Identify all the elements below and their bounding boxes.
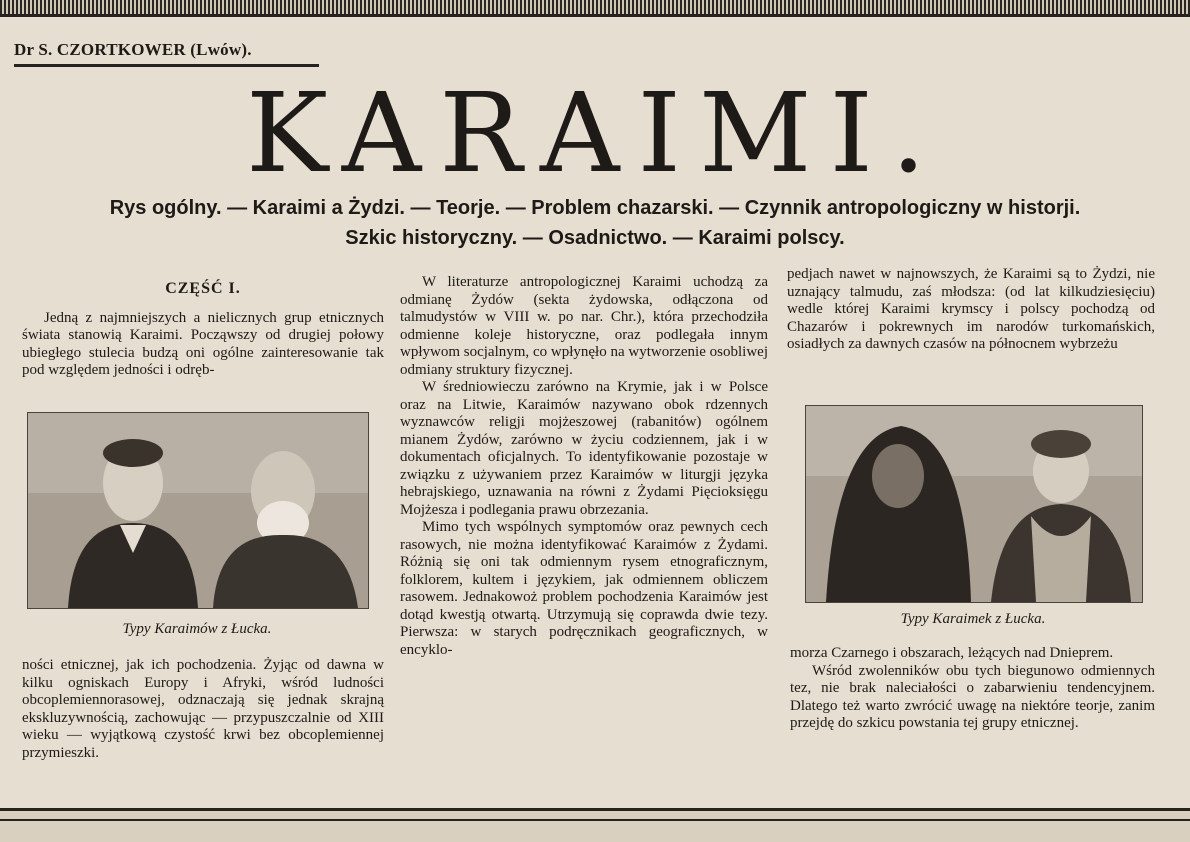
- subtitle-line-1: Rys ogólny. — Karaimi a Żydzi. — Teorje. — Problem chazarski. — Czynnik antropologiczny w historji.: [109, 197, 1081, 219]
- photo-karaim-women: [805, 405, 1143, 603]
- photo-karaim-men-illustration: [28, 413, 368, 608]
- photo-karaim-women-illustration: [806, 406, 1142, 602]
- subtitle-line-2: Szkic historyczny. — Osadnictwo. — Karaimi polscy.: [345, 227, 845, 249]
- author-byline: Dr S. CZORTKOWER (Lwów).: [14, 40, 319, 67]
- column-3-top: [787, 266, 1155, 354]
- column-1-top: [22, 280, 384, 380]
- photo-caption-women: Typy Karaimek z Łucka.: [900, 611, 1046, 627]
- part-heading: CZĘŚĆ I.: [165, 280, 241, 297]
- column-3-paragraph-2: morza Czarnego i obszarach, leżących nad Dnieprem.: [790, 645, 1114, 661]
- column-2-paragraph-1: W literaturze antropologicznej Karaimi uchodzą za odmianę Żydów (sekta żydowska, odłączona od talmudystów w VIII w. po nar. Chr.), która przechodziła odmienne koleje historyczne, oraz podlegała innym wpływom socjalnym, co wpłynęło na wytworzenie osobliwej odmiany struktury fizycznej.: [400, 274, 768, 378]
- photo-caption-men: Typy Karaimów z Łucka.: [122, 621, 272, 637]
- bottom-border-rule: [0, 808, 1190, 842]
- column-1-bottom: [22, 657, 384, 762]
- article-title: KARAIMI.: [246, 69, 944, 197]
- column-1-paragraph-2: ności etnicznej, jak ich pochodzenia. Żyjąc od dawna w kilku ogniskach Europy i Afryki, wśród ludności obcoplemiennorasowej, odznaczają się jednak skrajną ekskluzywnością, zachowując — przypuszczalnie od XIII wieku — wyjątkową czystość krwi bez obcoplemiennej przymieszki.: [22, 657, 384, 761]
- column-1-paragraph-1: Jedną z najmniejszych a nielicznych grup etnicznych świata stanowią Karaimi. Począwszy od drugiej połowy ubiegłego stulecia budzą oni ogólne zainteresowanie tak pod względem jedności i odręb-: [22, 309, 384, 378]
- column-2-paragraph-3: Mimo tych wspólnych symptomów oraz pewnych cech rasowych, nie można identyfikować Karaimów z Żydami. Różnią się oni tak odmiennym rysem etnograficznym, folklorem, kultem i językiem, jak odmiennem obliczem rasowem. Jednakowoż problem pochodzenia Karaimów jest dotąd kwestją otwartą. Utrzymują się coprawda dwie tezy. Pierwsza: w starych podręcznikach geograficznych, w encyklo-: [400, 519, 768, 658]
- column-3-paragraph-1: pedjach nawet w najnowszych, że Karaimi są to Żydzi, nie uznający talmudu, zaś młodsza: (od lat kilkudziesięciu) wedle której Karaimi krymscy i polscy pochodzą od Chazarów i pokrewnych im narodów turkomańskich, osiadłych za dawnych czasów na północnem wybrzeżu: [787, 266, 1155, 352]
- top-border-rule: [0, 0, 1190, 17]
- column-2: [400, 274, 768, 659]
- column-3-paragraph-3: Wśród zwolenników obu tych biegunowo odmiennych tez, nie brak naleciałości o zabarwieniu tendencyjnem. Dlatego też warto zwrócić uwagę na niektóre teorje, zanim przejdę do szkicu powstania tej grupy etnicznej.: [790, 662, 1155, 731]
- photo-karaim-men: [27, 412, 369, 609]
- column-3-bottom: [790, 645, 1155, 733]
- article-subtitle: [0, 193, 1190, 253]
- column-2-paragraph-2: W średniowieczu zarówno na Krymie, jak i w Polsce oraz na Litwie, Karaimów nazywano obok rdzennych wyznawców religji mojżeszowej (rabanitów) ogólnem mianem Żydów, zarówno w życiu codziennem, jak i w dokumentach oficjalnych. To identyfikowanie pozostaje w związku z używaniem przez Karaimów w liturgji języka hebrajskiego, uznawania na równi z Żydami Pięcioksięgu Mojżesza i podlegania prawu obrzezania.: [400, 379, 768, 518]
